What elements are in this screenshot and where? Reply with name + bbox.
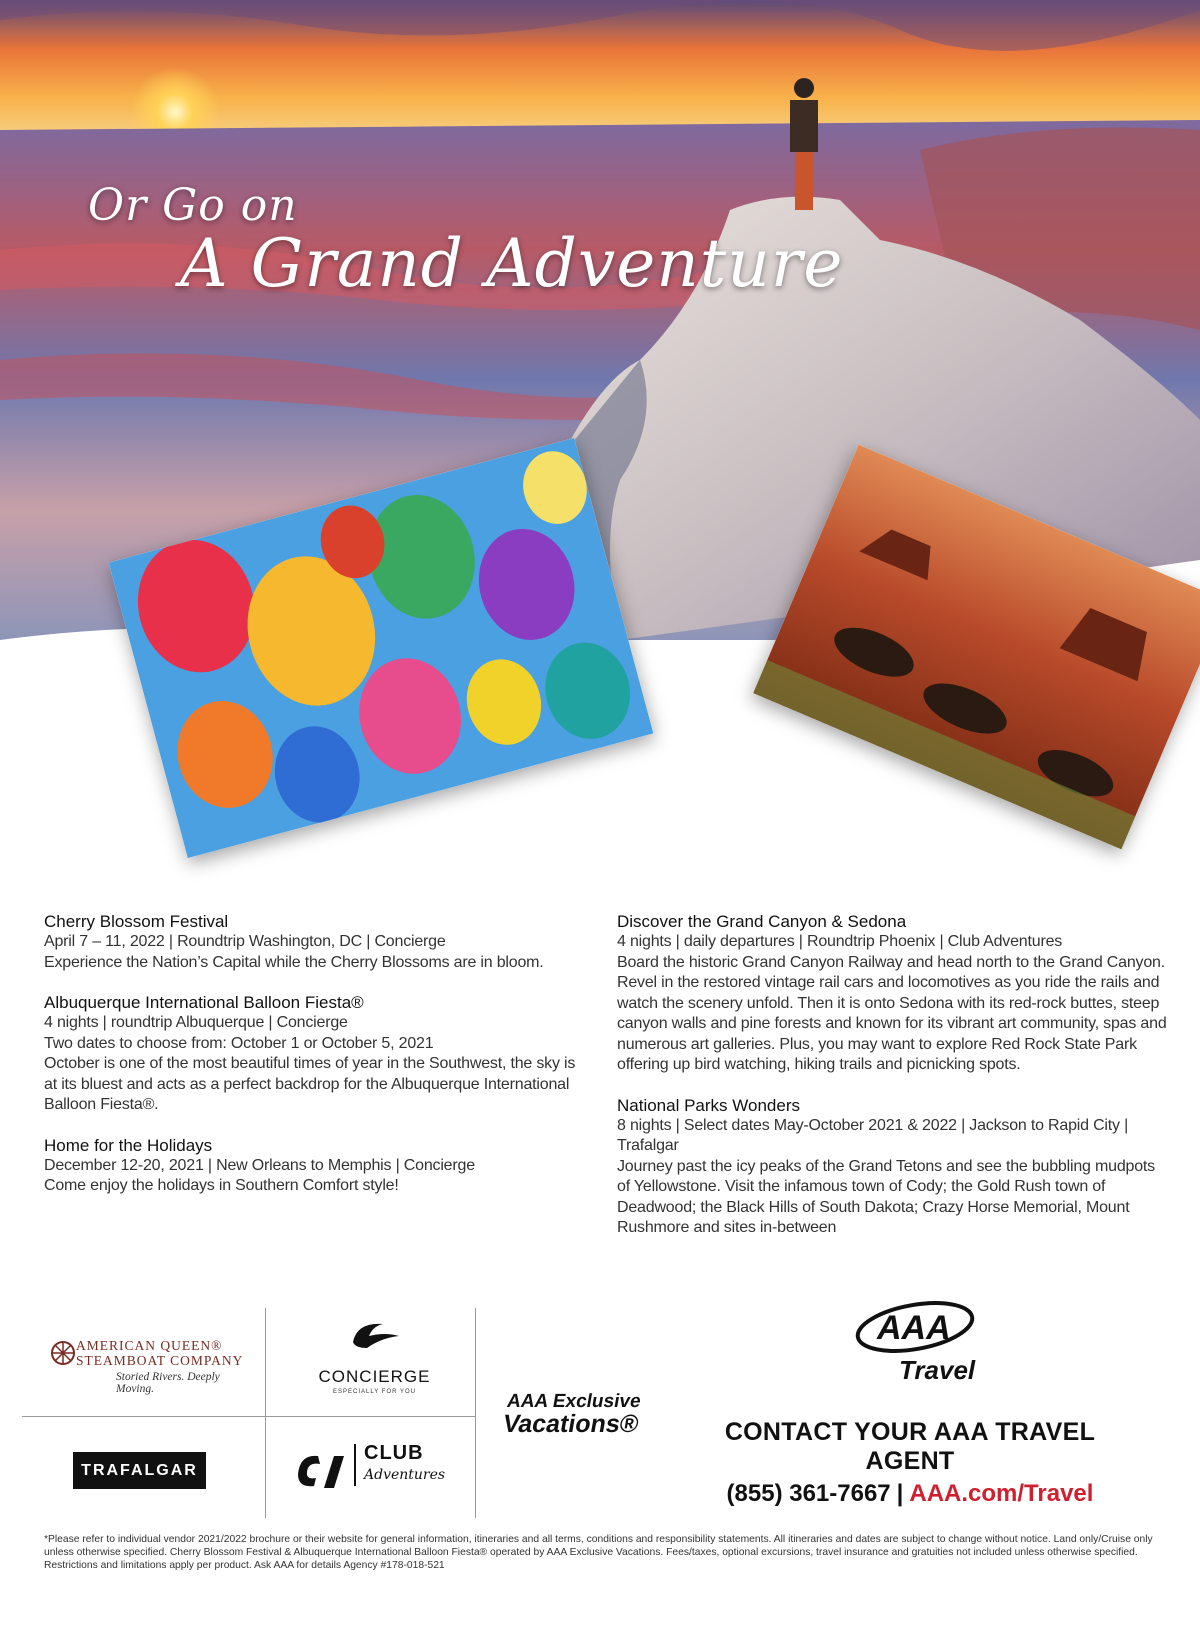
aaa-exclusive-line1: AAA Exclusive <box>505 1391 643 1412</box>
trip-line: Come enjoy the holidays in Southern Comfort style! <box>44 1177 399 1194</box>
american-queen-tagline: Storied Rivers. Deeply Moving. <box>116 1371 220 1395</box>
trip-line: 8 nights | Select dates May-October 2021 & 2022 | Jackson to Rapid City | Trafalgar <box>617 1116 1129 1154</box>
divider <box>475 1308 476 1518</box>
contact-phone[interactable]: (855) 361-7667 <box>726 1480 891 1507</box>
trip-line: Experience the Nation’s Capital while the Cherry Blossoms are in bloom. <box>44 953 544 971</box>
trip-line: December 12-20, 2021 | New Orleans to Memphis | Concierge <box>44 1156 475 1174</box>
american-queen-logo <box>48 1338 258 1395</box>
club-word: CLUB <box>364 1442 424 1464</box>
trip-holidays <box>44 1136 584 1197</box>
aaa-travel-word: Travel <box>899 1355 976 1385</box>
trip-line: Board the historic Grand Canyon Railway and head north to the Grand Canyon. Revel in the restored vintage rail cars and locomotives as you ride the rails and watch the scenery unfold. Then it is onto Sedona with its red-rock buttes, steep canyon walls and pine forests and known for its vibrant art community, spas and numerous art galleries. Plus, you may want to explore Red Rock State Park offering up bird watching, hiking trails and picnicking spots. <box>617 953 1167 1073</box>
contact-details <box>700 1480 1120 1508</box>
contact-separator: | <box>896 1480 904 1507</box>
paddlewheel-icon <box>50 1340 76 1366</box>
itinerary-right-column <box>617 912 1167 1259</box>
club-adventures-mark-icon <box>292 1448 348 1494</box>
aaa-exclusive-vacations-logo <box>501 1392 644 1436</box>
trip-national-parks <box>617 1096 1167 1239</box>
concierge-logo <box>287 1318 462 1395</box>
headline-line1: Or Go on <box>88 180 298 231</box>
club-sub: Adventures <box>364 1467 446 1483</box>
trip-balloon-fiesta <box>44 993 584 1116</box>
divider <box>22 1416 475 1417</box>
trip-cherry-blossom <box>44 912 584 973</box>
aaa-exclusive-line2: Vacations® <box>500 1410 641 1438</box>
trip-title: Cherry Blossom Festival <box>44 912 229 931</box>
trafalgar-logo: TRAFALGAR <box>73 1452 206 1489</box>
trip-title: Home for the Holidays <box>44 1135 213 1155</box>
american-queen-name: AMERICAN QUEEN® <box>76 1338 223 1353</box>
contact-url-link[interactable]: AAA.com/Travel <box>909 1480 1094 1507</box>
aaa-logo-text: AAA <box>877 1309 951 1347</box>
american-queen-sub: STEAMBOAT COMPANY <box>76 1353 244 1368</box>
trip-title: National Parks Wonders <box>617 1095 800 1115</box>
contact-block <box>700 1418 1120 1508</box>
trip-title: Discover the Grand Canyon & Sedona <box>617 912 907 931</box>
concierge-sub: ESPECIALLY FOR YOU <box>332 1389 417 1395</box>
headline <box>88 180 843 302</box>
trip-grand-canyon <box>617 912 1167 1076</box>
trip-title: Albuquerque International Balloon Fiesta® <box>44 993 364 1012</box>
itinerary-left-column <box>44 912 584 1217</box>
divider <box>265 1308 266 1518</box>
trip-line: 4 nights | daily departures | Roundtrip Phoenix | Club Adventures <box>617 933 1063 950</box>
headline-line2: A Grand Adventure <box>180 225 844 302</box>
trip-line: Two dates to choose from: October 1 or October 5, 2021 <box>44 1034 434 1052</box>
trip-line: April 7 – 11, 2022 | Roundtrip Washington, DC | Concierge <box>44 933 446 950</box>
aaa-travel-logo <box>855 1295 995 1385</box>
trip-line: October is one of the most beautiful times of year in the Southwest, the sky is at its bluest and acts as a perfect backdrop for the Albuquerque International Balloon Fiesta®. <box>44 1055 576 1113</box>
club-divider <box>354 1444 356 1486</box>
brand-logos-grid <box>22 1308 482 1518</box>
club-adventures-logo <box>292 1438 462 1498</box>
disclaimer-text: *Please refer to individual vendor 2021/2022 brochure or their website for general information, itineraries and all terms, conditions and responsibility statements. All itineraries and dates are subject to change without notice. Land only/Cruise only unless otherwise specified. Cherry Blossom Festival & Albuquerque International Balloon Fiesta® operated by AAA Exclusive Vacations. Fees/taxes, optional excursions, travel insurance and gratuities not included unless otherwise specified. Restrictions and limitations apply per product. Ask AAA for details Agency #178-018-521 <box>44 1534 1153 1571</box>
contact-heading: CONTACT YOUR AAA TRAVEL AGENT <box>724 1418 1096 1475</box>
trip-line: 4 nights | roundtrip Albuquerque | Concierge <box>44 1014 348 1031</box>
concierge-swoosh-icon <box>345 1318 405 1354</box>
concierge-name: CONCIERGE <box>318 1367 431 1386</box>
trip-line: Journey past the icy peaks of the Grand Tetons and see the bubbling mudpots of Yellowstone. Visit the infamous town of Cody; the Gold Rush town of Deadwood; the Black Hills of South Dakota; Crazy Horse Memorial, Mount Rushmore and sites in-between <box>617 1157 1155 1236</box>
